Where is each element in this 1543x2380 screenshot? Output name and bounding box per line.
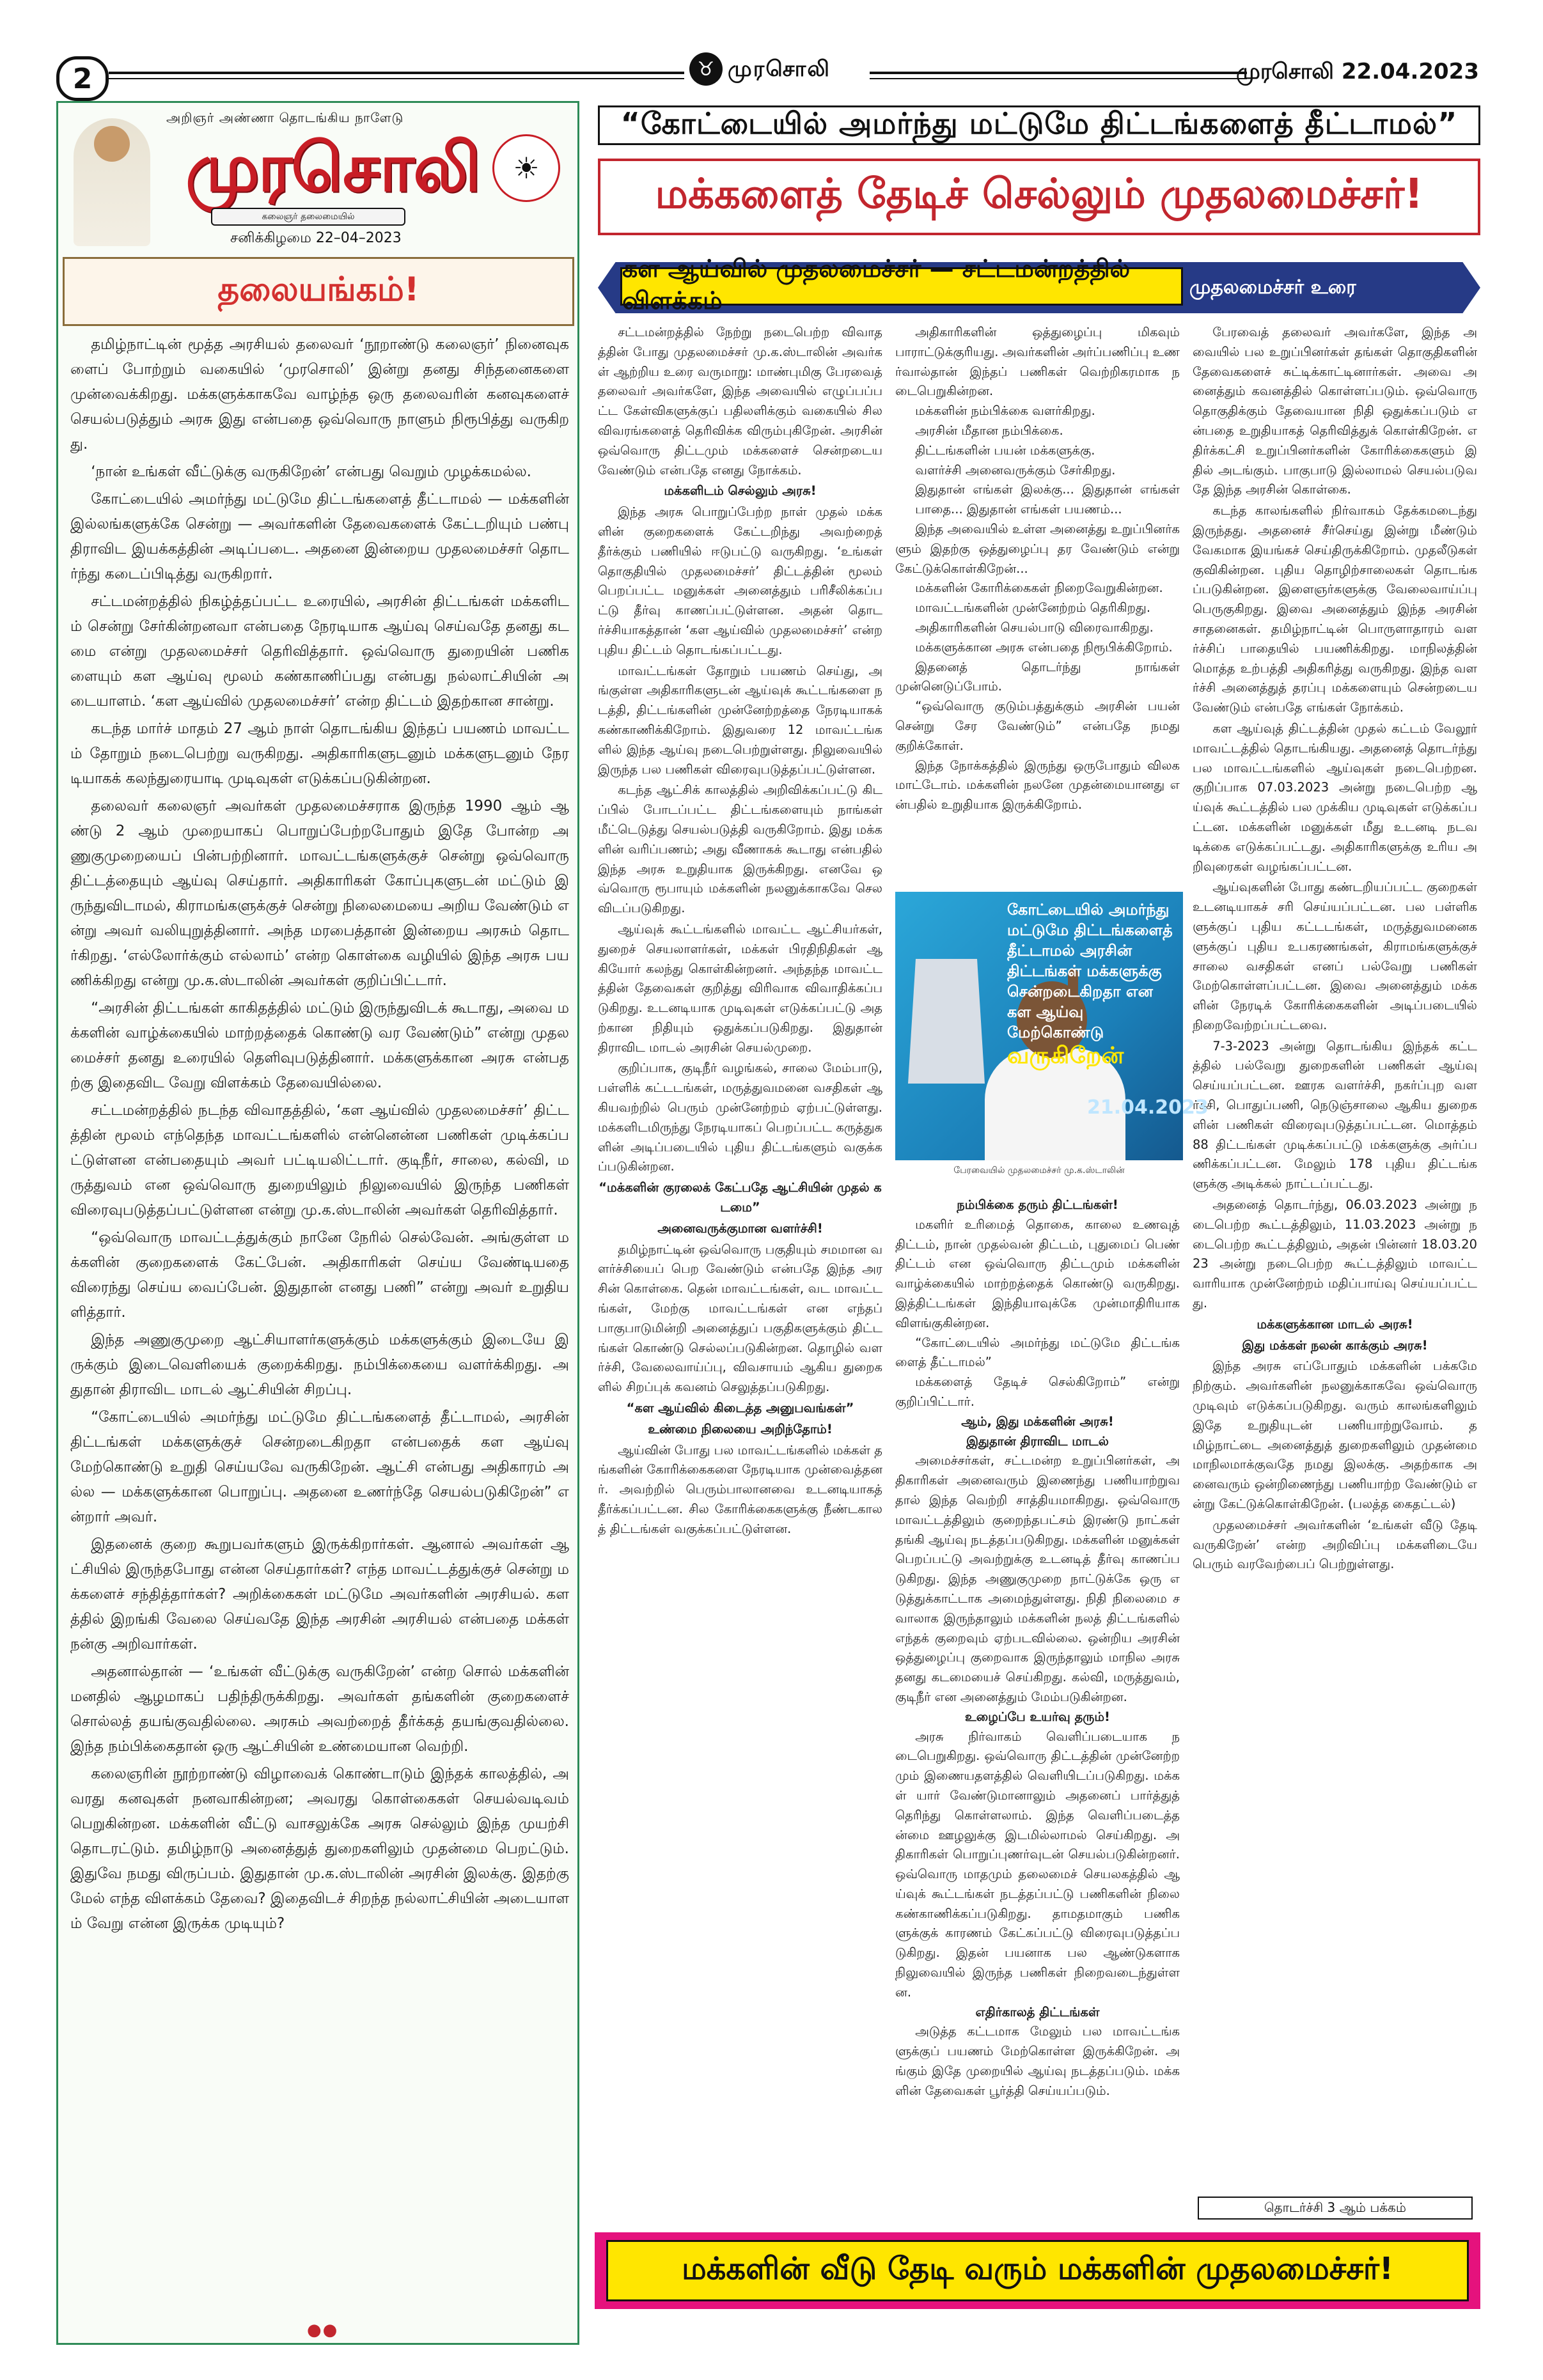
- paragraph: அதிகாரிகளின் செயல்பாடு விரைவாகிறது.: [915, 619, 1154, 635]
- continued-on-page-3: தொடர்ச்சி 3 ஆம் பக்கம்: [1198, 2197, 1473, 2220]
- masthead-date: சனிக்கிழமை 22–04–2023: [230, 230, 402, 246]
- article-title-line1: “கோட்டையில் அமர்ந்து மட்டுமே திட்டங்களைத் தீட்டாமல்”: [598, 105, 1480, 145]
- editorial-paragraph: தமிழ்நாட்டின் மூத்த அரசியல் தலைவர் ‘நூறாண்டு கலைஞர்’ நினைவுகளைப் போற்றும் வகையில் ‘முரசொலி’ இன்று தனது சிந்தனைகளை முன்வைக்கிறது. மக்களுக்காகவே வாழ்ந்த ஒரு தலைவரின் கனவுகளைச் செயல்படுத்தும் அரசு இது என்பதை ஒவ்வொரு நாளும் நிரூபித்து வருகிறது.: [70, 336, 569, 453]
- paragraph: பேரவைத் தலைவர் அவர்களே, இந்த அவையில் பல உறுப்பினர்கள் தங்கள் தொகுதிகளின் தேவைகளைச் சுட்டிக்காட்டினார்கள். அவை அனைத்தும் கவனத்தில் கொள்ளப்படும். ஒவ்வொரு தொகுதிக்கும் தேவையான நிதி ஒதுக்கப்படும் என்பதை உறுதியாகத் தெரிவித்துக் கொள்கிறேன். எதிர்க்கட்சி உறுப்பினர்களின் கோரிக்கைகளும் இதில் அடங்கும். பாகுபாடு இல்லாமல் செயல்படுவதே இந்த அரசின் கொள்கை.: [1193, 325, 1477, 497]
- article-column-2: [895, 323, 1180, 885]
- paragraph: மக்களின் நம்பிக்கை வளர்கிறது.: [915, 403, 1095, 419]
- photo-quote-accent: வருகிறேன்: [1007, 1043, 1124, 1069]
- editorial-paragraph: சட்டமன்றத்தில் நடந்த விவாதத்தில், ‘கள ஆய்வில் முதலமைச்சர்’ திட்டத்தின் மூலம் எந்தெந்த மாவட்டங்களில் என்னென்ன பணிகள் முடிக்கப்பட்டுள்ளன என்பதையும் அவர் பட்டியலிட்டார். குடிநீர், சாலை, கல்வி, மருத்துவம் என ஒவ்வொரு துறையிலும் நிலுவையில் இருந்த பணிகள் விரைவுபடுத்தப்பட்டுள்ளன என்று மு.க.ஸ்டாலின் அவர்கள் தெரிவித்தார்.: [70, 1102, 569, 1218]
- paragraph: கள ஆய்வுத் திட்டத்தின் முதல் கட்டம் வேலூர் மாவட்டத்தில் தொடங்கியது. அதனைத் தொடர்ந்து பல மாவட்டங்களில் ஆய்வுகள் நடைபெற்றன. குறிப்பாக 07.03.2023 அன்று நடைபெற்ற ஆய்வுக் கூட்டத்தில் பல முக்கிய முடிவுகள் எடுக்கப்பட்டன. மக்களின் மனுக்கள் மீது உடனடி நடவடிக்கை எடுக்கப்பட்டது. அதிகாரிகளுக்கு உரிய அறிவுரைகள் வழங்கப்பட்டன.: [1193, 720, 1477, 874]
- paragraph: நம்பிக்கை தரும் திட்டங்கள்!: [957, 1197, 1118, 1212]
- article-column-3: [1193, 323, 1477, 2189]
- murasoli-logo: முரசொலி: [185, 128, 480, 206]
- paragraph: வளர்ச்சி அனைவருக்கும் சேர்கிறது.: [915, 462, 1116, 478]
- editorial-end-mark: ●●: [307, 2321, 339, 2340]
- chief-minister-photo: [895, 892, 1209, 1181]
- editorial-paragraph: கலைஞரின் நூற்றாண்டு விழாவைக் கொண்டாடும் இந்தக் காலத்தில், அவரது கனவுகள் நனவாகின்றன; அவரது கொள்கைகள் செயல்வடிவம் பெறுகின்றன. மக்களின் வீட்டு வாசலுக்கே அரசு செல்லும் இந்த முயற்சி தொடரட்டும். தமிழ்நாடு அனைத்துத் துறைகளிலும் முதன்மை பெறட்டும். இதுவே நமது விருப்பம். இதுதான் மு.க.ஸ்டாலின் அரசின் இலக்கு. இதற்கு மேல் எந்த விளக்கம் தேவை? இதைவிடச் சிறந்த நல்லாட்சியின் அடையாளம் வேறு என்ன இருக்க முடியும்?: [70, 1766, 569, 1932]
- paragraph: இதுதான் எங்கள் இலக்கு... இதுதான் எங்கள் பாதை... இதுதான் எங்கள் பயணம்...: [915, 482, 1180, 517]
- paragraph: இதனைத் தொடர்ந்து நாங்கள் முன்னெடுப்போம்.: [895, 659, 1180, 694]
- paragraph: அரசின் மீதான நம்பிக்கை.: [915, 423, 1063, 438]
- editorial-paragraph: கடந்த மார்ச் மாதம் 27 ஆம் நாள் தொடங்கிய இந்தப் பயணம் மாவட்டம் தோறும் நடைபெற்று வருகிறது. அதிகாரிகளுடனும் மக்களுடனும் நேரடியாகக் கலந்துரையாடி முடிவுகள் எடுக்கப்படுகின்றன.: [70, 720, 569, 787]
- paragraph: “கள ஆய்வில் கிடைத்த அனுபவங்கள்”: [626, 1401, 854, 1416]
- paragraph: “மக்களின் குரலைக் கேட்பதே ஆட்சியின் முதல் கடமை”: [599, 1180, 882, 1215]
- paragraph: “கோட்டையில் அமர்ந்து மட்டுமே திட்டங்களைத் தீட்டாமல்”: [895, 1335, 1180, 1370]
- paragraph: மக்களிடம் செல்லும் அரசு!: [664, 483, 817, 499]
- paragraph: மாவட்டங்கள் தோறும் பயணம் செய்து, அங்குள்ள அதிகாரிகளுடன் ஆய்வுக் கூட்டங்களை நடத்தி, திட்டங்களின் முன்னேற்றத்தை நேரடியாகக் கண்காணிக்கிறோம். இதுவரை 12 மாவட்டங்களில் இந்த ஆய்வு நடைபெற்றுள்ளது. நிலுவையில் இருந்த பல பணிகள் விரைவுபடுத்தப்பட்டுள்ளன.: [598, 663, 882, 777]
- paragraph: எதிர்காலத் திட்டங்கள்: [975, 2004, 1100, 2019]
- article-column-2-continued: [895, 1195, 1180, 2218]
- paragraph: அதனைத் தொடர்ந்து, 06.03.2023 அன்று நடைபெற்ற கூட்டத்திலும், 11.03.2023 அன்று நடைபெற்ற கூட்டத்திலும், அதன் பின்னர் 18.03.2023 அன்று நடைபெற்ற கூட்டத்திலும் மாவட்ட வாரியாக முன்னேற்றம் மதிப்பாய்வு செய்யப்பட்டது.: [1193, 1197, 1477, 1311]
- editorial-paragraph: கோட்டையில் அமர்ந்து மட்டுமே திட்டங்களைத் தீட்டாமல் — மக்களின் இல்லங்களுக்கே சென்று — அவர்களின் தேவைகளைக் கேட்டறியும் பண்பு திராவிட இயக்கத்தின் அடிப்படை. அதனை இன்றைய முதலமைச்சர் தொடர்ந்து கடைப்பிடித்து வருகிறார்.: [70, 491, 569, 582]
- photo-quote: [1007, 899, 1180, 1072]
- photo-caption: பேரவையில் முதலமைச்சர் மு.க.ஸ்டாலின்: [895, 1160, 1183, 1181]
- editorial-body: [70, 332, 569, 2308]
- paragraph: இந்த அரசு பொறுப்பேற்ற நாள் முதல் மக்களின் குறைகளைக் கேட்டறிந்து அவற்றைத் தீர்க்கும் பணியில் ஈடுபட்டு வருகிறது. ‘உங்கள் தொகுதியில் முதலமைச்சர்’ திட்டத்தின் மூலம் பெறப்பட்ட மனுக்கள் அனைத்தும் பரிசீலிக்கப்பட்டு தீர்வு காணப்பட்டுள்ளன. அதன் தொடர்ச்சியாகத்தான் ‘கள ஆய்வில் முதலமைச்சர்’ என்ற புதிய திட்டம் தொடங்கப்பட்டது.: [598, 504, 882, 657]
- paragraph: இந்த அரசு எப்போதும் மக்களின் பக்கமே நிற்கும். அவர்களின் நலனுக்காகவே ஒவ்வொரு முடிவும் எடுக்கப்படுகிறது. வரும் காலங்களிலும் இதே உறுதியுடன் பணியாற்றுவோம். தமிழ்நாட்டை அனைத்துத் துறைகளிலும் முதன்மை மாநிலமாக்குவதே நமது இலக்கு. அதற்காக அனைவரும் ஒன்றிணைந்து பணியாற்ற வேண்டும் என்று கேட்டுக்கொள்கிறேன். (பலத்த கைதட்டல்): [1193, 1358, 1477, 1512]
- photo-date: 21.04.2023: [1087, 1096, 1209, 1119]
- masthead-subtitle: கலைஞர் தலைமையில்: [211, 208, 405, 226]
- bottom-banner: [595, 2232, 1480, 2309]
- secretariat-building: [908, 959, 985, 1084]
- editorial-paragraph: ‘நான் உங்கள் வீட்டுக்கு வருகிறேன்’ என்பது வெறும் முழக்கமல்ல.: [91, 463, 531, 480]
- editorial-paragraph: இந்த அணுகுமுறை ஆட்சியாளர்களுக்கும் மக்களுக்கும் இடையே இருக்கும் இடைவெளியைக் குறைக்கிறது. நம்பிக்கையை வளர்க்கிறது. அதுதான் திராவிட மாடல் ஆட்சியின் சிறப்பு.: [70, 1332, 569, 1398]
- paragraph: அமைச்சர்கள், சட்டமன்ற உறுப்பினர்கள், அதிகாரிகள் அனைவரும் இணைந்து பணியாற்றுவதால் இந்த வெற்றி சாத்தியமாகிறது. ஒவ்வொரு மாவட்டத்திலும் குறைந்தபட்சம் இரண்டு நாட்கள் தங்கி ஆய்வு நடத்தப்படுகிறது. மக்களின் மனுக்கள் பெறப்பட்டு அவற்றுக்கு உடனடித் தீர்வு காணப்படுகிறது. இந்த அணுகுமுறை நாட்டுக்கே ஒரு எடுத்துக்காட்டாக அமைந்துள்ளது. நிதி நிலைமை சவாலாக இருந்தாலும் மக்களின் நலத் திட்டங்களில் எந்தக் குறைவும் ஏற்படவில்லை. ஒன்றிய அரசின் ஒத்துழைப்பு குறைவாக இருந்தாலும் மாநில அரசு தனது கடமையைச் செய்கிறது. கல்வி, மருத்துவம், குடிநீர் என அனைத்தும் மேம்படுகின்றன.: [895, 1453, 1180, 1704]
- paragraph: மாவட்டங்களின் முன்னேற்றம் தெரிகிறது.: [915, 600, 1151, 616]
- paragraph: அடுத்த கட்டமாக மேலும் பல மாவட்டங்களுக்குப் பயணம் மேற்கொள்ள இருக்கிறேன். அங்கும் இதே முறையில் ஆய்வு நடத்தப்படும். மக்களின் தேவைகள் பூர்த்தி செய்யப்படும்.: [895, 2024, 1180, 2098]
- paragraph: உண்மை நிலையை அறிந்தோம்!: [648, 1421, 833, 1436]
- editorial-paragraph: “கோட்டையில் அமர்ந்து மட்டுமே திட்டங்களைத் தீட்டாமல், அரசின் திட்டங்கள் மக்களுக்குச் சென்றடைகிறதா என்பதைக் கள ஆய்வு மேற்கொண்டு உறுதி செய்யவே வருகிறேன். ஆட்சி என்பது அதிகாரம் அல்ல — மக்களுக்கான பொறுப்பு. அதனை உணர்ந்தே செயல்படுகிறேன்” என்றார் அவர்.: [70, 1409, 569, 1525]
- paragraph: கடந்த ஆட்சிக் காலத்தில் அறிவிக்கப்பட்டு கிடப்பில் போடப்பட்ட திட்டங்களையும் நாங்கள் மீட்டெடுத்து செயல்படுத்தி வருகிறோம். இது மக்களின் வரிப்பணம்; அது வீணாகக் கூடாது என்பதில் இந்த அரசு உறுதியாக இருக்கிறது. எனவே ஒவ்வொரு ரூபாயும் மக்களின் நலனுக்காகவே செலவிடப்படுகிறது.: [598, 782, 882, 916]
- article-column-1: [598, 323, 882, 2209]
- paragraph: கடந்த காலங்களில் நிர்வாகம் தேக்கமடைந்து இருந்தது. அதனைச் சீர்செய்து இன்று மீண்டும் வேகமாக இயங்கச் செய்திருக்கிறோம். முதலீடுகள் குவிகின்றன. புதிய தொழிற்சாலைகள் தொடங்கப்படுகின்றன. இளைஞர்களுக்கு வேலைவாய்ப்பு பெருகுகிறது. இவை அனைத்தும் இந்த அரசின் சாதனைகள். தமிழ்நாட்டின் பொருளாதாரம் வளர்ச்சிப் பாதையில் பயணிக்கிறது. மாநிலத்தின் மொத்த உற்பத்தி அதிகரித்து வருகிறது. இந்த வளர்ச்சி அனைத்துத் தரப்பு மக்களையும் சென்றடைய வேண்டும் என்பதே எங்கள் நோக்கம்.: [1193, 503, 1477, 715]
- paragraph: உழைப்பே உயர்வு தரும்!: [965, 1709, 1110, 1724]
- article-kicker-tail: முதலமைச்சர் உரை: [1189, 276, 1356, 299]
- header-rule-left: [109, 72, 684, 74]
- paragraph: இதுதான் திராவிட மாடல்: [966, 1433, 1109, 1449]
- editorial-headline: தலையங்கம்!: [63, 257, 574, 326]
- paragraph: ஆய்வின் போது பல மாவட்டங்களில் மக்கள் தங்களின் கோரிக்கைகளை நேரடியாக முன்வைத்தனர். அவற்றில் பெரும்பாலானவை உடனடியாகத் தீர்க்கப்பட்டன. சில கோரிக்கைகளுக்கு நீண்டகாலத் திட்டங்கள் வகுக்கப்பட்டுள்ளன.: [598, 1442, 882, 1536]
- paragraph: சட்டமன்றத்தில் நேற்று நடைபெற்ற விவாதத்தின் போது முதலமைச்சர் மு.க.ஸ்டாலின் அவர்கள் ஆற்றிய உரை வருமாறு: மாண்புமிகு பேரவைத் தலைவர் அவர்களே, இந்த அவையில் எழுப்பப்பட்ட கேள்விகளுக்குப் பதிலளிக்கும் வகையில் சில விவரங்களைத் தெரிவிக்க விரும்புகிறேன். அரசின் ஒவ்வொரு திட்டமும் மக்களைச் சென்றடைய வேண்டும் என்பதே எனது நோக்கம்.: [598, 325, 882, 478]
- article-kicker: கள ஆய்வில் முதலமைச்சர் — சட்டமன்றத்தில் விளக்கம்: [620, 267, 1183, 306]
- page-number: 2: [56, 56, 109, 101]
- editorial-paragraph: சட்டமன்றத்தில் நிகழ்த்தப்பட்ட உரையில், அரசின் திட்டங்கள் மக்களிடம் சென்று சேர்கின்றனவா என்பதை நேரடியாக ஆய்வு செய்வதே தனது கடமை என்று முதலமைச்சர் தெரிவித்தார். ஒவ்வொரு துறையின் பணிகளையும் கள ஆய்வு மூலம் கண்காணிப்பது என்பது நல்லாட்சியின் அடையாளம். ‘கள ஆய்வில் முதலமைச்சர்’ என்ற திட்டம் இதற்கான சான்று.: [70, 593, 569, 710]
- editorial-paragraph: தலைவர் கலைஞர் அவர்கள் முதலமைச்சராக இருந்த 1990 ஆம் ஆண்டு 2 ஆம் முறையாகப் பொறுப்பேற்றபோதும் இதே போன்ற அணுகுமுறையைப் பின்பற்றினார். மாவட்டங்களுக்குச் சென்று ஒவ்வொரு திட்டத்தையும் ஆய்வு செய்தார். அதிகாரிகள் கோப்புகளுடன் மட்டும் இருந்துவிடாமல், கிராமங்களுக்குச் சென்று நிலைமையை அறிய வேண்டும் என்று அவர் வலியுறுத்தினார். அந்த மரபைத்தான் இன்றைய அரசும் தொடர்கிறது. ‘எல்லோர்க்கும் எல்லாம்’ என்ற கொள்கை வழியில் இந்த அரசு பயணிக்கிறது என்று மு.க.ஸ்டாலின் அவர்கள் குறிப்பிட்டார்.: [70, 798, 569, 989]
- paragraph: ஆய்வுகளின் போது கண்டறியப்பட்ட குறைகள் உடனடியாகச் சரி செய்யப்பட்டன. பல பள்ளிகளுக்குப் புதிய கட்டடங்கள், மருத்துவமனைகளுக்குப் புதிய உபகரணங்கள், கிராமங்களுக்குச் சாலை வசதிகள் எனப் பல்வேறு பணிகள் மேற்கொள்ளப்பட்டன. இவை அனைத்தும் மக்களின் நேரடிக் கோரிக்கைகளின் அடிப்படையில் நிறைவேற்றப்பட்டவை.: [1193, 880, 1477, 1032]
- header-rule-right-thin: [870, 78, 1247, 79]
- paragraph: இது மக்கள் நலன் காக்கும் அரசு!: [1242, 1337, 1428, 1353]
- rising-sun-seal-icon: ☀: [492, 134, 560, 202]
- paragraph: மக்களின் கோரிக்கைகள் நிறைவேறுகின்றன.: [915, 580, 1163, 596]
- editorial-paragraph: “அரசின் திட்டங்கள் காகிதத்தில் மட்டும் இருந்துவிடக் கூடாது, அவை மக்களின் வாழ்க்கையில் மாற்றத்தைக் கொண்டு வர வேண்டும்” என்று முதலமைச்சர் தனது உரையில் தெளிவுபடுத்தினார். மக்களுக்கான அரசு என்பதற்கு இதைவிட வேறு விளக்கம் தேவையில்லை.: [70, 1000, 569, 1091]
- editorial-paragraph: “ஒவ்வொரு மாவட்டத்துக்கும் நானே நேரில் செல்வேன். அங்குள்ள மக்களின் குறைகளைக் கேட்பேன். அதிகாரிகள் செய்ய வேண்டியதை விரைந்து செய்ய வைப்பேன். இதுதான் எனது பணி” என்று அவர் உறுதியளித்தார்.: [70, 1229, 569, 1321]
- paragraph: ஆய்வுக் கூட்டங்களில் மாவட்ட ஆட்சியர்கள், துறைச் செயலாளர்கள், மக்கள் பிரதிநிதிகள் ஆகியோர் கலந்து கொள்கின்றனர். அந்தந்த மாவட்டத்தின் தேவைகள் குறித்து விரிவாக விவாதிக்கப்படுகிறது. உடனடியாக முடிவுகள் எடுக்கப்பட்டு அதற்கான நிதியும் ஒதுக்கப்படுகிறது. இதுதான் திராவிட மாடல் அரசின் செயல்முறை.: [598, 921, 882, 1055]
- paragraph: மக்களைத் தேடிச் செல்கிறோம்” என்று குறிப்பிட்டார்.: [895, 1374, 1180, 1409]
- paragraph: குறிப்பாக, குடிநீர் வழங்கல், சாலை மேம்பாடு, பள்ளிக் கட்டடங்கள், மருத்துவமனை வசதிகள் ஆகியவற்றில் பெரும் முன்னேற்றம் ஏற்பட்டுள்ளது. மக்களிடமிருந்து நேரடியாகப் பெறப்பட்ட கருத்துகளின் அடிப்படையில் புதிய திட்டங்களும் வகுக்கப்படுகின்றன.: [598, 1061, 882, 1174]
- paragraph: தமிழ்நாட்டின் ஒவ்வொரு பகுதியும் சமமான வளர்ச்சியைப் பெற வேண்டும் என்பதே இந்த அரசின் கொள்கை. தென் மாவட்டங்கள், வட மாவட்டங்கள், மேற்கு மாவட்டங்கள் என எந்தப் பாகுபாடுமின்றி அனைத்துப் பகுதிகளுக்கும் திட்டங்கள் கொண்டு செல்லப்படுகின்றன. தொழில் வளர்ச்சி, வேலைவாய்ப்பு, விவசாயம் ஆகிய துறைகளில் சிறப்புக் கவனம் செலுத்தப்படுகிறது.: [598, 1241, 882, 1395]
- paragraph: அதிகாரிகளின் ஒத்துழைப்பு மிகவும் பாராட்டுக்குரியது. அவர்களின் அர்ப்பணிப்பு உணர்வால்தான் இந்தப் பணிகள் வெற்றிகரமாக நடைபெறுகின்றன.: [895, 325, 1180, 399]
- paragraph: இந்த அவையில் உள்ள அனைத்து உறுப்பினர்களும் இதற்கு ஒத்துழைப்பு தர வேண்டும் என்று கேட்டுக்கொள்கிறேன்...: [895, 521, 1180, 576]
- paragraph: அரசு நிர்வாகம் வெளிப்படையாக நடைபெறுகிறது. ஒவ்வொரு திட்டத்தின் முன்னேற்றமும் இணையதளத்தில் வெளியிடப்படுகிறது. மக்கள் யார் வேண்டுமானாலும் அதனைப் பார்த்துத் தெரிந்து கொள்ளலாம். இந்த வெளிப்படைத்தன்மை ஊழலுக்கு இடமில்லாமல் செய்கிறது. அதிகாரிகள் பொறுப்புணர்வுடன் செயல்படுகின்றனர். ஒவ்வொரு மாதமும் தலைமைச் செயலகத்தில் ஆய்வுக் கூட்டங்கள் நடத்தப்பட்டு பணிகளின் நிலை கண்காணிக்கப்படுகிறது. தாமதமாகும் பணிகளுக்குக் காரணம் கேட்கப்பட்டு விரைவுபடுத்தப்படுகிறது. இதன் பயனாக பல ஆண்டுகளாக நிலுவையில் இருந்த பணிகள் நிறைவடைந்துள்ளன.: [895, 1729, 1180, 2000]
- header-rule-left-thin: [109, 78, 684, 79]
- paragraph: 7-3-2023 அன்று தொடங்கிய இந்தக் கட்டத்தில் பல்வேறு துறைகளின் பணிகள் ஆய்வு செய்யப்பட்டன. ஊரக வளர்ச்சி, நகர்ப்புற வளர்ச்சி, பொதுப்பணி, நெடுஞ்சாலை ஆகிய துறைகளின் பணிகள் விரைவுபடுத்தப்பட்டன. மொத்தம் 88 திட்டங்கள் முடிக்கப்பட்டு மக்களுக்கு அர்ப்பணிக்கப்பட்டன. மேலும் 178 புதிய திட்டங்களுக்கு அடிக்கல் நாட்டப்பட்டது.: [1193, 1038, 1477, 1192]
- editorial-paragraph: இதனைக் குறை கூறுபவர்களும் இருக்கிறார்கள். ஆனால் அவர்கள் ஆட்சியில் இருந்தபோது என்ன செய்தார்கள்? எந்த மாவட்டத்துக்குச் சென்று மக்களைச் சந்தித்தார்கள்? அறிக்கைகள் மட்டுமே அவர்களின் அரசியல். களத்தில் இறங்கி வேலை செய்வதே இந்த அரசின் அரசியல் என்பதை மக்கள் நன்கு அறிவார்கள்.: [70, 1536, 569, 1653]
- bull-icon: ♉: [689, 52, 723, 86]
- editorial-paragraph: அதனால்தான் — ‘உங்கள் வீட்டுக்கு வருகிறேன்’ என்ற சொல் மக்களின் மனதில் ஆழமாகப் பதிந்திருக்கிறது. அவர்கள் தங்களின் குறைகளைச் சொல்லத் தயங்குவதில்லை. அரசும் அவற்றைத் தீர்க்கத் தயங்குவதில்லை. இந்த நம்பிக்கைதான் ஒரு ஆட்சியின் உண்மையான வெற்றி.: [70, 1663, 569, 1755]
- paragraph: மக்களுக்கான அரசு என்பதை நிரூபிக்கிறோம்.: [915, 639, 1173, 655]
- header-date: முரசொலி 22.04.2023: [1236, 59, 1479, 84]
- paragraph: அனைவருக்குமான வளர்ச்சி!: [657, 1220, 823, 1236]
- header-edition-name: முரசொலி: [728, 56, 831, 82]
- photo-quote-text: கோட்டையில் அமர்ந்து மட்டுமே திட்டங்களைத் தீட்டாமல் அரசின் திட்டங்கள் மக்களுக்கு சென்றடைகிறதா என கள ஆய்வு மேற்கொண்டு: [1007, 901, 1173, 1041]
- masthead-tagline: அறிஞர் அண்ணா தொடங்கிய நாளேடு: [166, 110, 404, 125]
- founder-portrait: [74, 118, 150, 246]
- article-title-line2: மக்களைத் தேடிச் செல்லும் முதலமைச்சர்!: [598, 159, 1480, 235]
- paragraph: மக்களுக்கான மாடல் அரசு!: [1257, 1316, 1413, 1332]
- paragraph: திட்டங்களின் பயன் மக்களுக்கு.: [915, 442, 1095, 458]
- paragraph: முதலமைச்சர் அவர்களின் ‘உங்கள் வீடு தேடி வருகிறேன்’ என்ற அறிவிப்பு மக்களிடையே பெரும் வரவேற்பைப் பெற்றுள்ளது.: [1193, 1517, 1477, 1572]
- paragraph: இந்த நோக்கத்தில் இருந்து ஒருபோதும் விலக மாட்டோம். மக்களின் நலனே முதன்மையானது என்பதில் உறுதியாக இருக்கிறோம்.: [895, 758, 1180, 813]
- paragraph: “ஒவ்வொரு குடும்பத்துக்கும் அரசின் பயன் சென்று சேர வேண்டும்” என்பதே நமது குறிக்கோள்.: [895, 699, 1180, 753]
- paragraph: மகளிர் உரிமைத் தொகை, காலை உணவுத் திட்டம், நான் முதல்வன் திட்டம், புதுமைப் பெண் திட்டம் என ஒவ்வொரு திட்டமும் மக்களின் வாழ்க்கையில் மாற்றத்தைக் கொண்டு வருகிறது. இத்திட்டங்கள் இந்தியாவுக்கே முன்மாதிரியாக விளங்குகின்றன.: [895, 1217, 1180, 1330]
- header-rule-right: [870, 72, 1247, 74]
- bottom-banner-text: மக்களின் வீடு தேடி வரும் மக்களின் முதலமைச்சர்!: [606, 2240, 1469, 2301]
- paragraph: ஆம், இது மக்களின் அரசு!: [961, 1413, 1114, 1429]
